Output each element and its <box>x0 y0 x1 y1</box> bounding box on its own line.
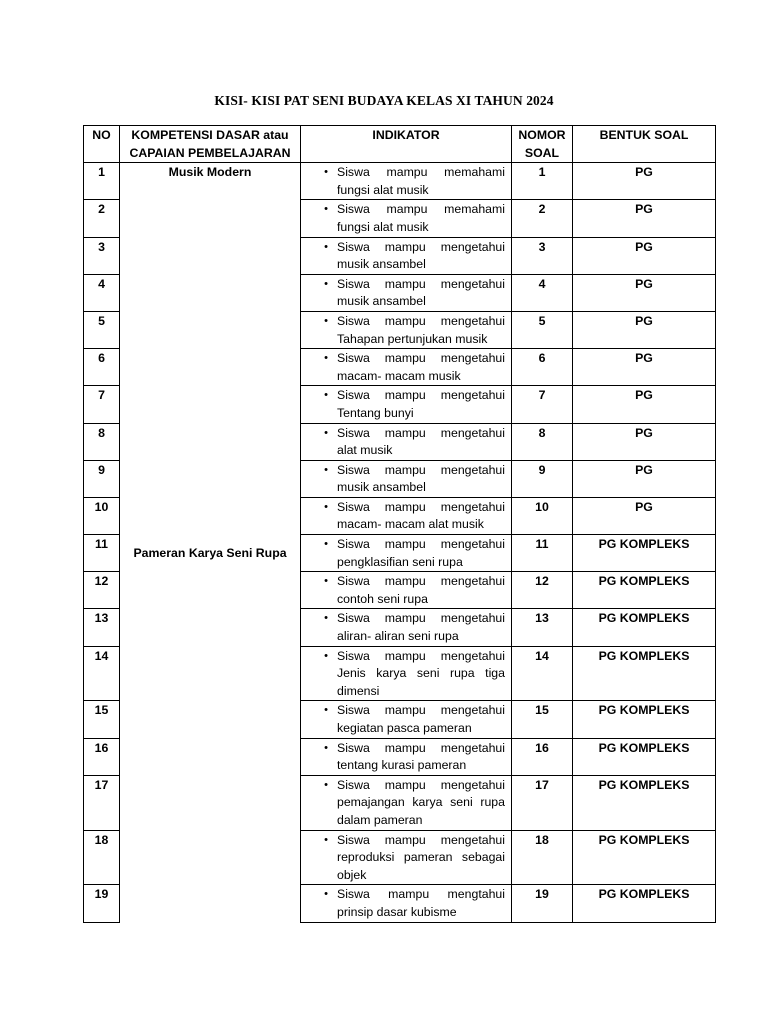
bentuk-soal: PG <box>573 349 716 386</box>
row-number: 9 <box>84 460 120 497</box>
table-row <box>84 311 716 348</box>
table-row <box>84 460 716 497</box>
nomor-soal: 17 <box>512 775 573 830</box>
bullet-icon: • <box>324 389 328 402</box>
nomor-soal: 14 <box>512 646 573 701</box>
row-number: 7 <box>84 386 120 423</box>
header-indikator: INDIKATOR <box>301 126 512 163</box>
table-row <box>84 701 716 738</box>
row-number: 19 <box>84 885 120 922</box>
table-row <box>84 775 716 830</box>
indikator-text: Siswa mampu mengetahui Tahapan pertunjukan musik <box>337 313 505 346</box>
kompetensi-cell <box>120 701 301 738</box>
kompetensi-cell <box>120 497 301 534</box>
table-row <box>84 535 716 572</box>
indikator-cell <box>301 237 512 274</box>
indikator-text: Siswa mampu mengetahui macam- macam alat musik <box>337 499 505 532</box>
indikator-text: Siswa mampu mengetahui Jenis karya seni rupa tiga dimensi <box>337 648 505 698</box>
bentuk-soal: PG <box>573 163 716 200</box>
indikator-cell <box>301 885 512 922</box>
indikator-cell <box>301 535 512 572</box>
row-number: 3 <box>84 237 120 274</box>
row-number: 14 <box>84 646 120 701</box>
table-row <box>84 163 716 200</box>
indikator-cell <box>301 460 512 497</box>
row-number: 1 <box>84 163 120 200</box>
nomor-soal: 10 <box>512 497 573 534</box>
indikator-text: Siswa mampu mengetahui musik ansambel <box>337 239 505 272</box>
indikator-text: Siswa mampu memahami fungsi alat musik <box>337 165 505 197</box>
kompetensi-cell <box>120 572 301 609</box>
header-bentuk-soal: BENTUK SOAL <box>573 126 716 163</box>
bullet-icon: • <box>324 463 328 476</box>
kompetensi-cell <box>120 609 301 646</box>
indikator-text: Siswa mampu mengetahui alat musik <box>337 425 505 458</box>
kompetensi-label: Pameran Karya Seni Rupa <box>133 545 287 560</box>
row-number: 6 <box>84 349 120 386</box>
bentuk-soal: PG <box>573 200 716 237</box>
indikator-cell <box>301 609 512 646</box>
kompetensi-cell <box>120 349 301 386</box>
bentuk-soal: PG KOMPLEKS <box>573 885 716 922</box>
indikator-text: Siswa mampu mengetahui reproduksi pameran sebagai objek <box>337 832 505 882</box>
bullet-icon: • <box>324 833 328 846</box>
nomor-soal: 12 <box>512 572 573 609</box>
nomor-soal: 9 <box>512 460 573 497</box>
row-number: 15 <box>84 701 120 738</box>
indikator-cell <box>301 830 512 885</box>
bentuk-soal: PG KOMPLEKS <box>573 830 716 885</box>
nomor-soal: 6 <box>512 349 573 386</box>
kompetensi-cell <box>120 535 301 572</box>
table-row <box>84 830 716 885</box>
indikator-cell <box>301 311 512 348</box>
bentuk-soal: PG KOMPLEKS <box>573 701 716 738</box>
row-number: 11 <box>84 535 120 572</box>
table-row <box>84 738 716 775</box>
row-number: 5 <box>84 311 120 348</box>
bullet-icon: • <box>324 500 328 513</box>
table-row <box>84 237 716 274</box>
bullet-icon: • <box>324 778 328 791</box>
indikator-text: Siswa mampu mengetahui contoh seni rupa <box>337 574 505 606</box>
bullet-icon: • <box>324 575 328 588</box>
bullet-icon: • <box>324 314 328 327</box>
indikator-text: Siswa mampu mengtahui prinsip dasar kubisme <box>337 887 505 919</box>
bentuk-soal: PG <box>573 386 716 423</box>
nomor-soal: 8 <box>512 423 573 460</box>
bullet-icon: • <box>324 741 328 754</box>
kompetensi-cell <box>120 274 301 311</box>
kisi-table <box>83 125 716 923</box>
table-row <box>84 349 716 386</box>
table-row <box>84 572 716 609</box>
header-nomor-soal: NOMOR SOAL <box>512 126 573 163</box>
nomor-soal: 7 <box>512 386 573 423</box>
indikator-cell <box>301 497 512 534</box>
nomor-soal: 19 <box>512 885 573 922</box>
bentuk-soal: PG <box>573 460 716 497</box>
indikator-cell <box>301 274 512 311</box>
table-row <box>84 497 716 534</box>
nomor-soal: 16 <box>512 738 573 775</box>
kompetensi-cell <box>120 460 301 497</box>
bullet-icon: • <box>324 649 328 662</box>
bullet-icon: • <box>324 704 328 717</box>
nomor-soal: 1 <box>512 163 573 200</box>
bentuk-soal: PG KOMPLEKS <box>573 609 716 646</box>
table-row <box>84 386 716 423</box>
kompetensi-cell <box>120 200 301 237</box>
nomor-soal: 15 <box>512 701 573 738</box>
nomor-soal: 3 <box>512 237 573 274</box>
kompetensi-cell <box>120 738 301 775</box>
indikator-text: Siswa mampu mengetahui tentang kurasi pameran <box>337 740 505 773</box>
bentuk-soal: PG KOMPLEKS <box>573 775 716 830</box>
kompetensi-cell <box>120 830 301 885</box>
nomor-soal: 4 <box>512 274 573 311</box>
kompetensi-cell <box>120 237 301 274</box>
row-number: 17 <box>84 775 120 830</box>
bentuk-soal: PG KOMPLEKS <box>573 646 716 701</box>
indikator-cell <box>301 646 512 701</box>
indikator-cell <box>301 423 512 460</box>
table-row <box>84 274 716 311</box>
indikator-cell <box>301 200 512 237</box>
bullet-icon: • <box>324 240 328 253</box>
kompetensi-label: Musik Modern <box>168 165 252 180</box>
indikator-text: Siswa mampu mengetahui pemajangan karya seni rupa dalam pameran <box>337 777 505 827</box>
nomor-soal: 18 <box>512 830 573 885</box>
bentuk-soal: PG <box>573 311 716 348</box>
bentuk-soal: PG KOMPLEKS <box>573 738 716 775</box>
kompetensi-cell <box>120 386 301 423</box>
row-number: 10 <box>84 497 120 534</box>
kompetensi-cell <box>120 885 301 922</box>
indikator-text: Siswa mampu mengetahui kegiatan pasca pameran <box>337 703 505 735</box>
row-number: 18 <box>84 830 120 885</box>
nomor-soal: 11 <box>512 535 573 572</box>
header-kompetensi: KOMPETENSI DASAR atau CAPAIAN PEMBELAJARAN <box>120 126 301 163</box>
row-number: 4 <box>84 274 120 311</box>
indikator-cell <box>301 738 512 775</box>
document-title: KISI- KISI PAT SENI BUDAYA KELAS XI TAHUN 2024 <box>214 93 554 108</box>
row-number: 12 <box>84 572 120 609</box>
bullet-icon: • <box>324 203 328 216</box>
table-header-row <box>84 126 716 163</box>
bentuk-soal: PG <box>573 497 716 534</box>
indikator-text: Siswa mampu mengetahui macam- macam musik <box>337 351 505 383</box>
row-number: 16 <box>84 738 120 775</box>
bullet-icon: • <box>324 538 328 551</box>
table-row <box>84 646 716 701</box>
indikator-cell <box>301 701 512 738</box>
table-row <box>84 200 716 237</box>
bullet-icon: • <box>324 888 328 901</box>
kompetensi-cell <box>120 163 301 200</box>
bullet-icon: • <box>324 352 328 365</box>
indikator-cell <box>301 163 512 200</box>
table-row <box>84 609 716 646</box>
table-row <box>84 885 716 922</box>
nomor-soal: 2 <box>512 200 573 237</box>
bentuk-soal: PG KOMPLEKS <box>573 572 716 609</box>
nomor-soal: 13 <box>512 609 573 646</box>
kompetensi-cell <box>120 775 301 830</box>
bentuk-soal: PG <box>573 274 716 311</box>
indikator-cell <box>301 386 512 423</box>
bentuk-soal: PG <box>573 423 716 460</box>
bullet-icon: • <box>324 426 328 439</box>
kompetensi-cell <box>120 646 301 701</box>
indikator-text: Siswa mampu mengetahui musik ansambel <box>337 462 505 495</box>
bullet-icon: • <box>324 166 328 179</box>
indikator-cell <box>301 349 512 386</box>
header-no: NO <box>84 126 120 163</box>
bentuk-soal: PG <box>573 237 716 274</box>
row-number: 2 <box>84 200 120 237</box>
kompetensi-cell <box>120 311 301 348</box>
kompetensi-cell <box>120 423 301 460</box>
bentuk-soal: PG KOMPLEKS <box>573 535 716 572</box>
bullet-icon: • <box>324 612 328 625</box>
indikator-cell <box>301 572 512 609</box>
table-row <box>84 423 716 460</box>
indikator-cell <box>301 775 512 830</box>
bullet-icon: • <box>324 277 328 290</box>
indikator-text: Siswa mampu mengetahui aliran- aliran seni rupa <box>337 611 505 644</box>
indikator-text: Siswa mampu memahami fungsi alat musik <box>337 202 505 234</box>
indikator-text: Siswa mampu mengetahui pengklasifian seni rupa <box>337 537 505 569</box>
indikator-text: Siswa mampu mengetahui Tentang bunyi <box>337 388 505 420</box>
nomor-soal: 5 <box>512 311 573 348</box>
indikator-text: Siswa mampu mengetahui musik ansambel <box>337 276 505 309</box>
row-number: 13 <box>84 609 120 646</box>
row-number: 8 <box>84 423 120 460</box>
